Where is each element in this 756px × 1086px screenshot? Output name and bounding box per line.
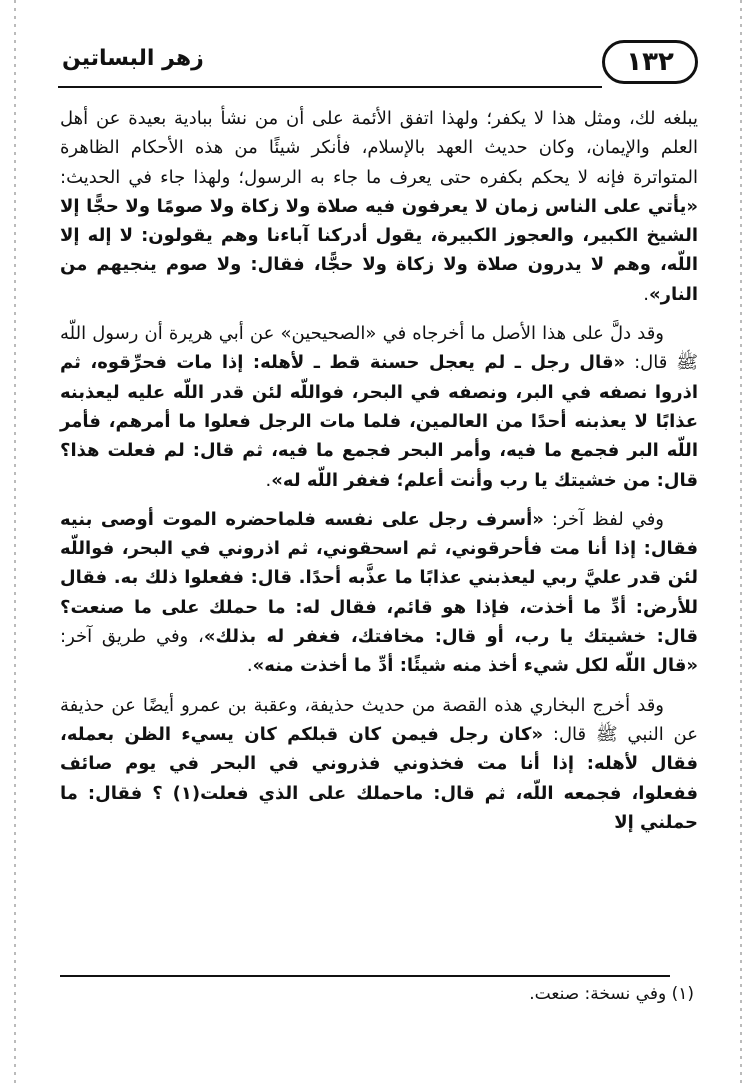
body-text: .: [265, 469, 272, 491]
body-text: يبلغه لك، ومثل هذا لا يكفر؛ ولهذا اتفق الأئمة على أن من نشأ ببادية بعيدة عن أهل العلم والإيمان، وكان حديث العهد بالإسلام، فأنكر شيئًا من هذه الأحكام الظاهرة المتواترة فإنه لا يحكم بكفره حتى يعرف ما جاء به الرسول؛ ولهذا جاء في الحديث:: [60, 108, 698, 188]
page-body: [60, 104, 698, 847]
hadith-quote: «قال رجل ـ لم يعجل حسنة قط ـ لأهله: إذا مات فحرِّقوه، ثم اذروا نصفه في البر، ونصفه في البحر، فواللّه لئن قدر اللّه عليه ليعذبنه عذابًا لا يعذبنه أحدًا من العالمين، فلما مات الرجل فعلوا ما أمرهم، فأمر اللّه البر فجمع ما فيه، وأمر البحر فجمع ما فيه، ثم قال: لم فعلت هذا؟ قال: من خشيتك يا رب وأنت أعلم؛ فغفر اللّه له»: [60, 352, 698, 491]
paragraph: [60, 104, 698, 309]
page-number: ١٣٢: [602, 40, 698, 84]
body-text: وقد أخرج البخاري هذه القصة من حديث حذيفة، وعقبة بن عمرو أيضًا عن حذيفة عن النبي ﷺ قال:: [60, 694, 698, 745]
hadith-quote: «أسرف رجل على نفسه فلماحضره الموت أوصى بنيه فقال: إذا أنا مت فأحرقوني، ثم اسحقوني، ثم اذروني في البحر، فواللّه لئن قدر عليَّ ربي ليعذبني عذابًا ما عذَّبه أحدًا. قال: ففعلوا ذلك به. فقال للأرض: أدِّ ما أخذت، فإذا هو قائم، فقال له: ما حملك على ما صنعت؟ قال: خشيتك يا رب، أو قال: مخافتك، فغفر له بذلك»: [60, 508, 698, 648]
header-divider: [58, 86, 602, 88]
body-text: وفي لفظ آخر:: [543, 508, 664, 530]
book-title: زهر البساتين: [62, 46, 204, 71]
hadith-quote: «قال اللّه لكل شيء أخذ منه شيئًا: أدِّ ما أخذت منه»: [252, 655, 698, 677]
body-text: وقد دلَّ على هذا الأصل ما أخرجاه في «الصحيحين» عن أبي هريرة أن رسول اللّه ﷺ قال:: [60, 323, 699, 374]
paragraph: [60, 319, 698, 495]
body-text: ، وفي طريق آخر:: [60, 626, 204, 648]
footnote: (١) وفي نسخة: صنعت.: [529, 984, 694, 1004]
hadith-quote: «كان رجل فيمن كان قبلكم كان يسيء الظن بعمله، فقال لأهله: إذا أنا مت فخذوني فذروني في البحر في يوم صائف ففعلوا، فجمعه اللّه، ثم قال: ماحملك على الذي فعلت(١) ؟ فقال: ما حملني إلا: [60, 723, 699, 833]
left-edge-marks: [14, 0, 16, 1086]
footnote-divider: [60, 975, 670, 977]
right-edge-marks: [740, 0, 742, 1086]
paragraph: [60, 505, 698, 681]
hadith-quote: «يأتي على الناس زمان لا يعرفون فيه صلاة ولا زكاة ولا صومًا ولا حجًّا إلا الشيخ الكبير، والعجوز الكبيرة، يقول أدركنا آباءنا وهم يقولون: لا إله إلا اللّه، وهم لا يدرون صلاة ولا زكاة ولا حجًّا، فقال: ولا صوم ينجيهم من النار»: [60, 195, 698, 305]
paragraph: [60, 691, 698, 837]
body-text: .: [246, 655, 253, 677]
page-header: [58, 38, 698, 90]
body-text: .: [643, 283, 649, 305]
